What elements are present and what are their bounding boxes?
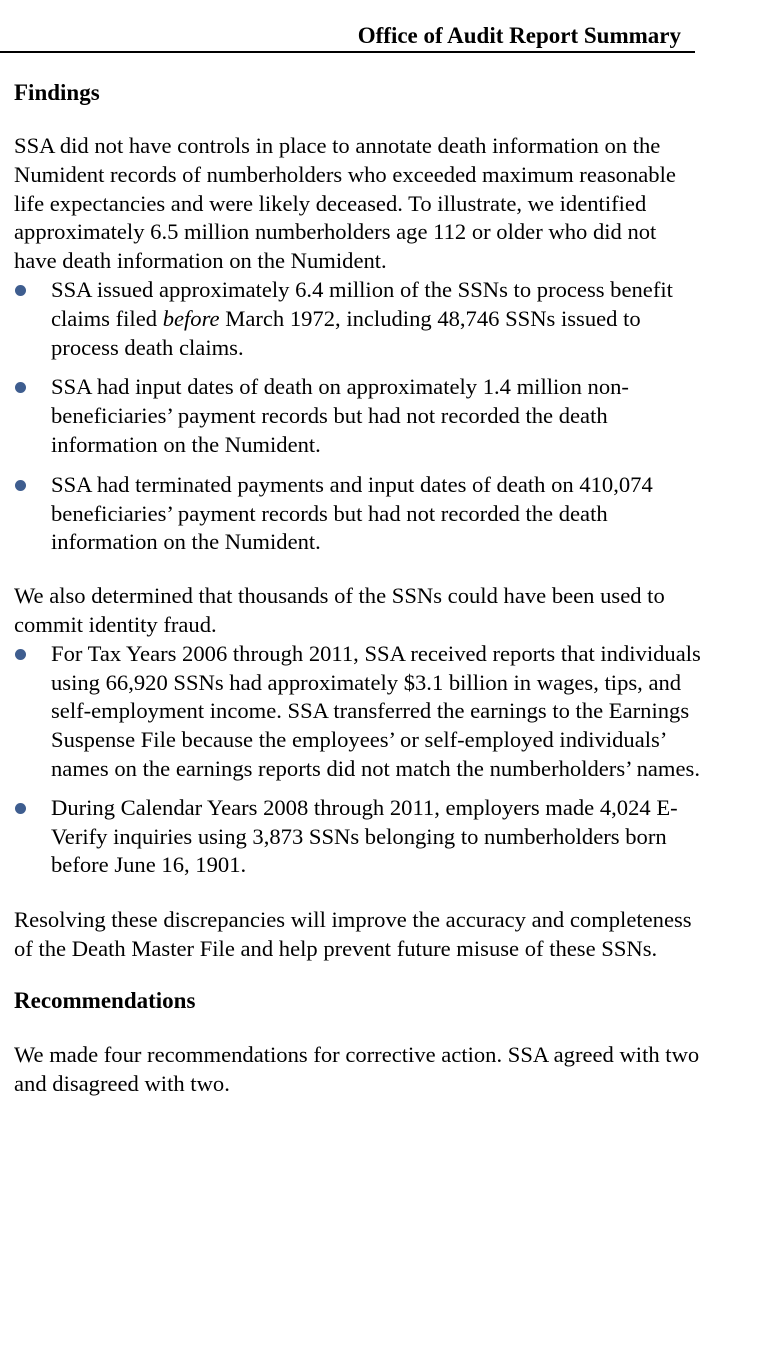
bullet-text: SSA had input dates of death on approximately 1.4 million non-beneficiaries’ payment records but had not recorded the death information on the Numident. xyxy=(51,374,629,457)
recommendations-paragraph: We made four recommendations for corrective action. SSA agreed with two and disagreed with two. xyxy=(14,1041,700,1096)
findings-bullet-list xyxy=(14,276,704,557)
report-header xyxy=(0,20,695,53)
bullet-icon xyxy=(15,480,26,491)
header-title: Office of Audit Report Summary xyxy=(357,23,681,48)
bullet-icon xyxy=(15,803,26,814)
bullet-text-part: SSA issued approximately 6.4 million of the SSNs to process benefit claims filed xyxy=(51,276,673,331)
list-item xyxy=(14,471,704,557)
bullet-icon xyxy=(15,285,26,296)
bullet-text: SSA had terminated payments and input dates of death on 410,074 beneficiaries’ payment records but had not recorded the death information on the Numident. xyxy=(51,471,653,555)
emphasis-text: before xyxy=(162,305,220,331)
bullet-icon xyxy=(15,649,26,660)
bullet-text: During Calendar Years 2008 through 2011, employers made 4,024 E-Verify inquiries using 3,873 SSNs belonging to numberholders born before June 16, 1901. xyxy=(51,794,678,878)
findings-heading: Findings xyxy=(14,80,100,105)
resolution-paragraph: Resolving these discrepancies will improve the accuracy and completeness of the Death Master File and help prevent future misuse of these SSNs. xyxy=(14,907,692,961)
list-item xyxy=(14,276,704,362)
bullet-text: For Tax Years 2006 through 2011, SSA received reports that individuals using 66,920 SSNs had approximately $3.1 billion in wages, tips, and self-employment income. SSA transferred the earnings to the Earnings Suspense File because the employees’ or self-employed individuals’ names on the earnings reports did not match the numberholders’ names. xyxy=(51,640,701,781)
findings-intro-paragraph: SSA did not have controls in place to annotate death information on the Numident records of numberholders who exceeded maximum reasonable life expectancies and were likely deceased. To illustrate, we identified approximately 6.5 million numberholders age 112 or older who did not have death information on the Numident. xyxy=(14,133,676,274)
fraud-bullet-list xyxy=(14,640,704,880)
bullet-icon xyxy=(15,382,26,393)
list-item xyxy=(14,373,704,459)
report-body xyxy=(14,78,704,1098)
list-item xyxy=(14,794,704,880)
recommendations-heading: Recommendations xyxy=(14,987,196,1013)
list-item xyxy=(14,640,704,784)
identity-fraud-paragraph: We also determined that thousands of the SSNs could have been used to commit identity fraud. xyxy=(14,583,665,637)
bullet-text-part: March 1972, including 48,746 SSNs issued to process death claims. xyxy=(51,305,641,360)
